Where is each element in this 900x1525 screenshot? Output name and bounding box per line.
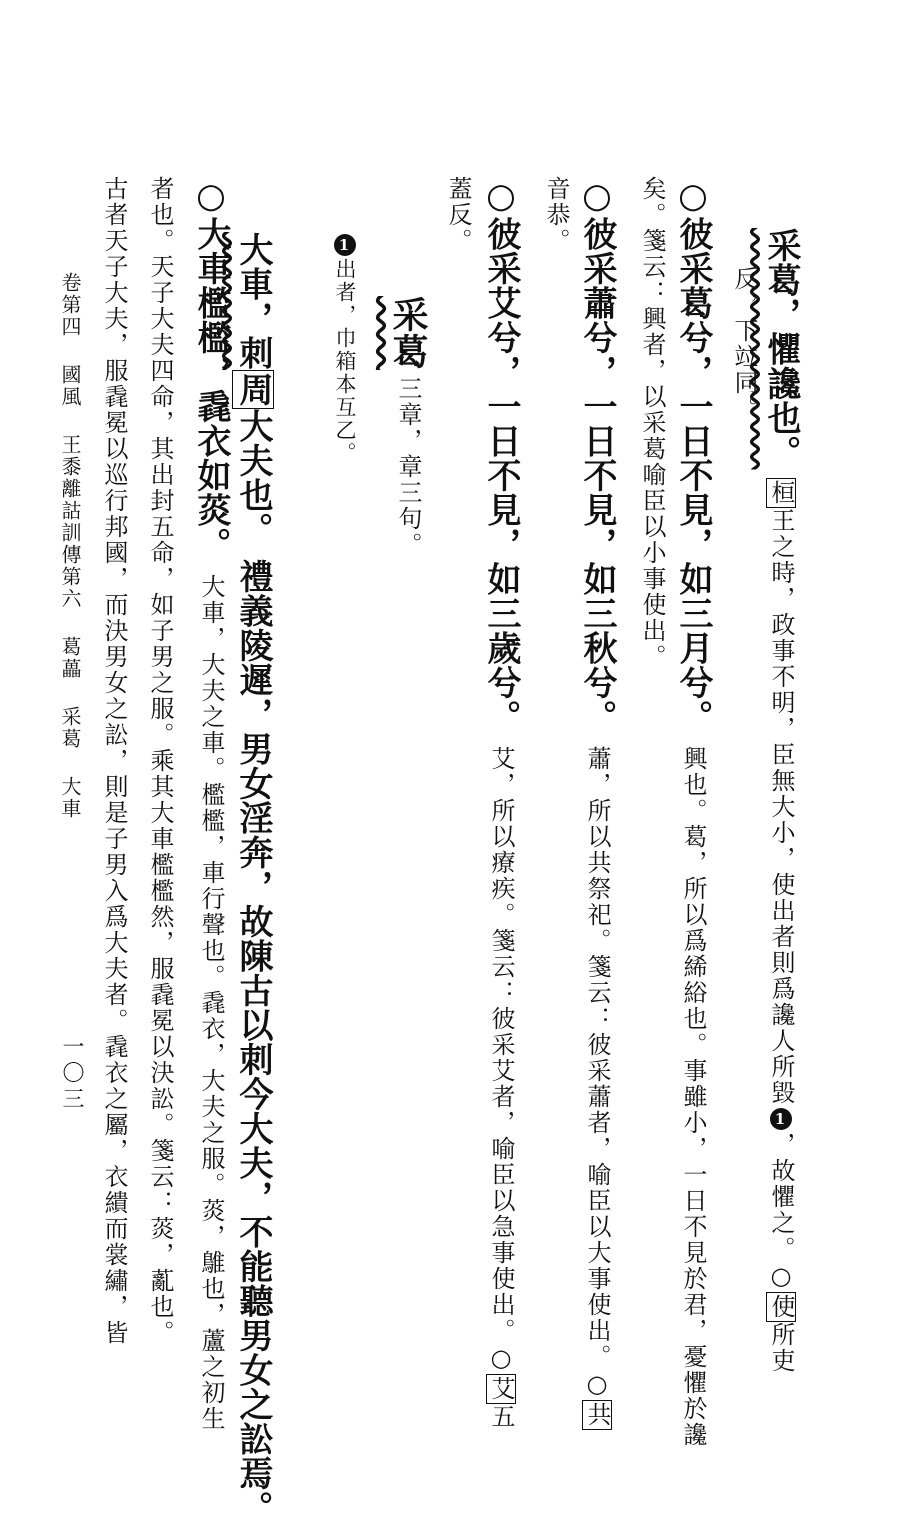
dache-title-boxed-zhou: 周 [233, 372, 273, 407]
caige-stanza2-main: ○彼采蕭兮，一日不見，如三秋兮。 [577, 176, 617, 734]
caige-title-note-d: 所吏 [767, 1321, 795, 1374]
caige-stanza2-note-continuation: 音恭。 [542, 176, 570, 254]
caige-title-note-c: ，故懼之。○ [767, 1131, 795, 1292]
dache-stanza1-note-col3: 古者天子大夫，服毳冕以巡行邦國，而決男女之訟，則是子男入爲大夫者。毳衣之屬，衣繢而裳繡，皆 [100, 176, 128, 1346]
footer-book: 王黍離詁訓傳第六 [58, 434, 82, 610]
caige-title-column [761, 228, 801, 1374]
dache-title-c: 大夫也。 [233, 408, 273, 547]
caige-title-note-boxed-char: 桓 [767, 479, 795, 506]
dache-stanza1-note-col2: 者也。天子大夫四命，其出封五命，如子男之服。乘其大車檻檻然，服毳冕以決訟。箋云：菼，薍也。 [146, 176, 174, 1346]
dache-title-column [233, 232, 273, 1525]
footer-poem3: 大車 [58, 776, 82, 820]
caige-stanza3-column [481, 176, 521, 1430]
footer-poem2: 采葛 [58, 706, 82, 750]
caige-summary-rest: 三章，章三句。 [394, 376, 422, 558]
caige-stanza2-column [577, 176, 617, 1430]
caige-stanza1-note-continuation: 矣。箋云：興者，以采葛喻臣以小事使出。 [638, 176, 666, 670]
jiaokan-marker: 1 [334, 234, 356, 256]
page-footer [56, 272, 85, 846]
footnote-marker: 1 [770, 1108, 792, 1130]
caige-stanza2-boxed-char: 共 [583, 1402, 611, 1428]
caige-stanza1-main: ○彼采葛兮，一日不見，如三月兮。 [673, 176, 713, 734]
dache-title-a: 大車，刺 [233, 232, 273, 370]
caige-stanza3-main: ○彼采艾兮，一日不見，如三歲兮。 [481, 176, 521, 734]
caige-stanza1-column [673, 176, 713, 1448]
caige-stanza3-boxed-char: 艾 [487, 1376, 515, 1402]
jiaokan-note [334, 232, 356, 465]
caige-title-main: 采葛，懼讒也。 [761, 228, 801, 470]
caige-summary-column [387, 296, 429, 558]
caige-stanza3-note-end: 五 [487, 1404, 515, 1430]
dache-stanza1-main: ○大車檻檻，毳衣如菼。 [191, 176, 231, 562]
footer-poem1: 葛藟 [58, 636, 82, 680]
footer-section: 國風 [58, 364, 82, 408]
caige-stanza2-note: 蕭，所以共祭祀。箋云：彼采蕭者，喻臣以大事使出。○ [583, 746, 611, 1400]
caige-title-note-continuation: 反，下竝同。 [730, 266, 758, 422]
dache-title-d: 禮義陵遲，男女淫奔，故陳古以刺今大夫，不能聽男女之訟焉。 [233, 558, 273, 1525]
caige-stanza3-note-continuation: 蓋反。 [444, 176, 472, 254]
caige-title-note: 王之時，政事不明，臣無大小，使出者則爲讒人所毀 [767, 507, 795, 1106]
footer-juan: 卷第四 [58, 272, 82, 338]
caige-summary-title: 采葛 [387, 296, 429, 370]
caige-stanza3-note: 艾，所以療疾。箋云：彼采艾者，喻臣以急事使出。○ [487, 746, 515, 1374]
jiaokan-text: 出者，巾箱本互乙。 [333, 258, 357, 465]
dache-stanza1-note: 大車，大夫之車。檻檻，車行聲也。毳衣，大夫之服。菼，鵻也，蘆之初生 [197, 573, 225, 1432]
page-number: 一〇三 [59, 1035, 84, 1113]
caige-title-note-boxed-shi: 使 [767, 1293, 795, 1320]
dache-stanza1-column [191, 176, 231, 1432]
caige-stanza1-note: 興也。葛，所以爲絺綌也。事雖小，一日不見於君，憂懼於讒 [679, 746, 707, 1448]
